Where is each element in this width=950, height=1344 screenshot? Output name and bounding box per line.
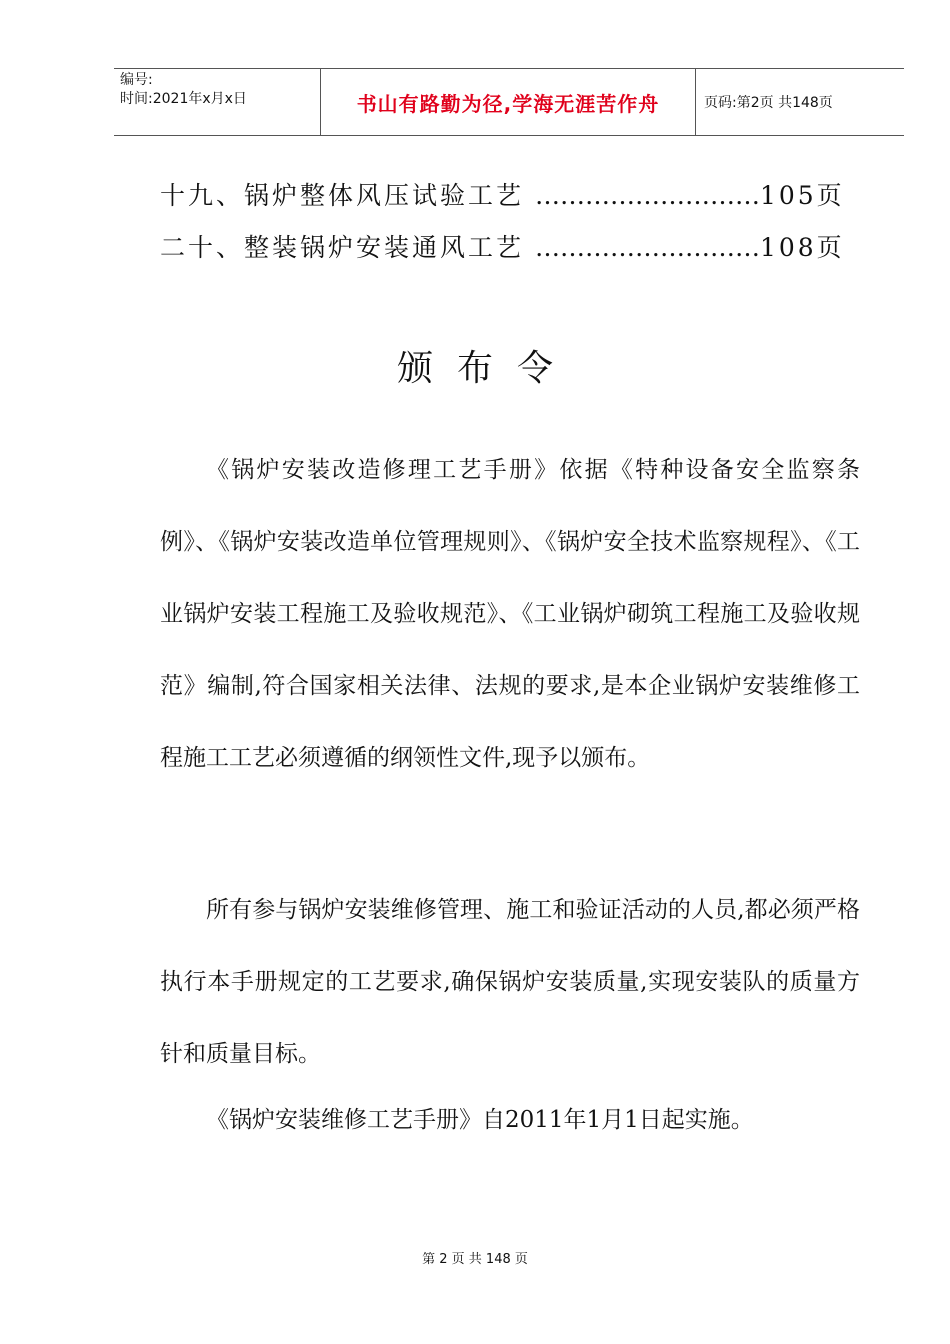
toc-dots: ……………………… xyxy=(534,181,760,210)
paragraph: 《锅炉安装改造修理工艺手册》依据《特种设备安全监察条例》、《锅炉安装改造单位管理规则》、《锅炉安全技术监察规程》、《工业锅炉安装工程施工及验收规范》、《工业锅炉砌筑工程施工及验收规范》编制,符合国家相关法律、法规的要求,是本企业锅炉安装维修工程施工工艺必须遵循的纲领性文件,现予以颁布。 xyxy=(160,457,860,771)
page-header xyxy=(114,68,904,136)
date-label: 时间:2021年x月x日 xyxy=(120,91,247,107)
toc-title: 十九、锅炉整体风压试验工艺 xyxy=(160,181,525,210)
toc-page: 108页 xyxy=(759,233,845,262)
header-motto: 书山有路勤为径,学海无涯苦作舟 xyxy=(321,69,696,135)
toc-item xyxy=(160,228,860,264)
toc-dots: ……………………… xyxy=(534,233,760,262)
number-label: 编号: xyxy=(120,72,153,88)
document-title: 颁布令 xyxy=(396,348,577,389)
paragraph: 所有参与锅炉安装维修管理、施工和验证活动的人员,都必须严格执行本手册规定的工艺要求,确保锅炉安装质量,实现安装队的质量方针和质量目标。 xyxy=(160,897,860,1067)
page-footer: 第 2 页 共 148 页 xyxy=(422,1252,528,1267)
paragraph: 《锅炉安装维修工艺手册》自2011年1月1日起实施。 xyxy=(206,1107,754,1133)
toc-title: 二十、整装锅炉安装通风工艺 xyxy=(160,233,525,262)
toc-page: 105页 xyxy=(759,181,845,210)
header-info xyxy=(114,69,321,135)
header-page-label: 页码:第2页 共148页 xyxy=(704,95,833,111)
toc-item xyxy=(160,176,860,212)
